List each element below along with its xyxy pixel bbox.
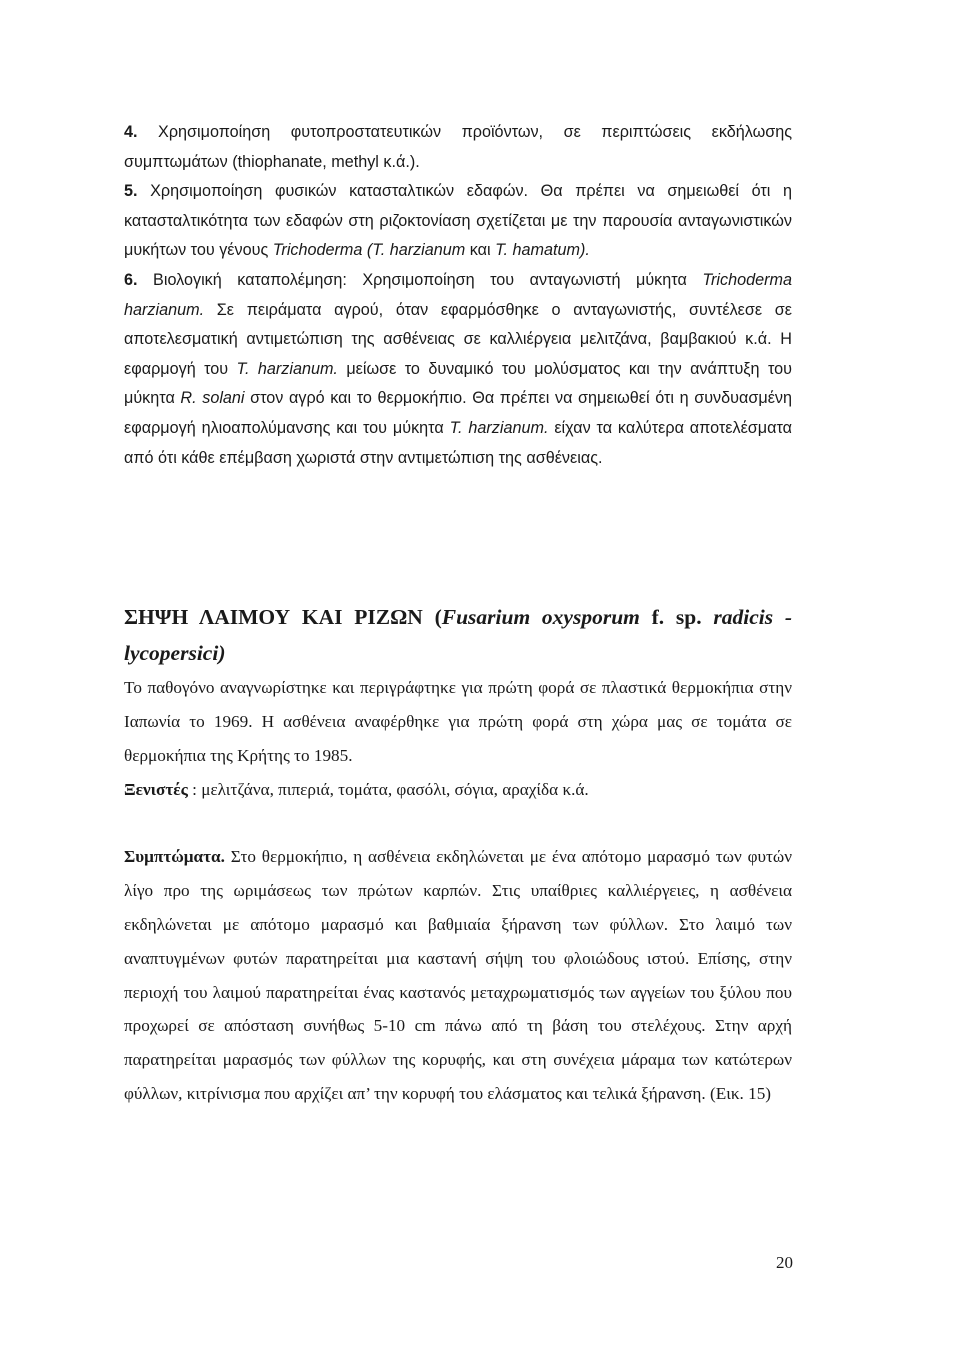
hosts-label: Ξενιστές	[124, 779, 188, 799]
list-item-4	[124, 118, 792, 177]
symptoms-label: Συμπτώματα.	[124, 847, 225, 867]
hosts-line	[124, 773, 792, 807]
species-name: T. harzianum.	[449, 418, 549, 437]
symptoms-paragraph	[124, 840, 792, 1110]
page-body	[124, 118, 792, 1111]
symptoms-text: Στο θερμοκήπιο, η ασθένεια εκδηλώνεται με ένα απότομο μαρασμό των φυτών λίγο προ της ωριμάσεως των πρώτων καρπών. Στις υπαίθριες καλλιέργειες, η ασθένεια εκδηλώνεται με απότομο μαρασμό και βαθμιαία ξήρανση των φύλλων. Στο λαιμό των αναπτυγμένων φυτών παρατηρείται μια καστανή σήψη του φλοιώδους ιστού. Επίσης, στην περιοχή του λαιμού παρατηρείται ένας καστανός μεταχρωματισμός των αγγείων του ξύλου που προχωρεί σε απόσταση συνήθως 5-10 cm πάνω από τη βάση του στελέχους. Στην αρχή παρατηρείται μαρασμός των φύλλων της κορυφής, και στη συνέχεια μάραμα των κατώτερων φύλλων, κιτρίνισμα που αρχίζει απ’ την κορυφή του ελάσματος και τελικά ξήρανση. (Εικ. 15)	[124, 847, 792, 1103]
heading-text: ΣΗΨΗ ΛΑΙΜΟΥ ΚΑΙ ΡΙΖΩΝ (	[124, 605, 442, 630]
list-item-6	[124, 266, 792, 473]
heading-species: radicis - lycopersici)	[124, 605, 793, 666]
item-text: Σε πειράματα αγρού, όταν εφαρμόσθηκε ο ανταγωνιστής, συντέλεσε σε αποτελεσματική αντιμετώπιση της ασθένειας σε καλλιέργεια μελιτζάνα, βαμβακιού κ.ά. Η εφαρμογή του	[124, 300, 792, 378]
section-heading	[124, 599, 792, 671]
item-number: 6.	[124, 270, 138, 289]
item-number: 5.	[124, 182, 138, 201]
item-text: στον αγρό και το θερμοκήπιο. Θα πρέπει να σημειωθεί ότι η συνδυασμένη εφαρμογή ηλιοαπολύμανσης και του μύκητα	[124, 389, 793, 437]
list-item-5	[124, 177, 792, 266]
heading-text: f. sp.	[639, 605, 714, 630]
species-name: Trichoderma harzianum.	[124, 270, 792, 319]
item-text: Χρησιμοποίηση φυτοπροστατευτικών προϊόντων, σε περιπτώσεις εκδήλωσης συμπτωμάτων (thiophanate, methyl κ.ά.).	[124, 123, 793, 171]
species-name: R. solani	[180, 389, 245, 408]
heading-species: Fusarium oxysporum	[441, 605, 640, 630]
item-text: Βιολογική καταπολέμηση: Χρησιμοποίηση του ανταγωνιστή μύκητα	[153, 270, 703, 289]
intro-paragraph: Το παθογόνο αναγνωρίστηκε και περιγράφτηκε για πρώτη φορά σε πλαστικά θερμοκήπια στην Ιαπωνία το 1969. Η ασθένεια αναφέρθηκε για πρώτη φορά στη χώρα μας σε τομάτα σε θερμοκήπια της Κρήτης το 1985.	[124, 678, 792, 765]
item-text: Χρησιμοποίηση φυσικών κατασταλτικών εδαφών. Θα πρέπει να σημειωθεί ότι η κατασταλτικότητα των εδαφών στη ριζοκτονίαση σχετίζεται με την παρουσία ανταγωνιστικών μυκήτων του γένους	[124, 182, 792, 260]
species-name: T. hamatum).	[495, 241, 590, 260]
item-number: 4.	[124, 123, 138, 141]
item-text: μείωσε το δυναμικό του μολύσματος και την ανάπτυξη του μύκητα	[124, 359, 792, 408]
item-text: είχαν τα καλύτερα αποτελέσματα από ότι κάθε επέμβαση χωριστά στην αντιμετώπιση της ασθένειας.	[124, 418, 792, 467]
species-name: Trichoderma (T. harzianum	[272, 241, 466, 260]
hosts-text: : μελιτζάνα, πιπεριά, τομάτα, φασόλι, σόγια, αραχίδα κ.ά.	[187, 779, 589, 799]
item-text: και	[465, 241, 496, 260]
page-number: 20	[776, 1253, 793, 1272]
species-name: T. harzianum.	[236, 359, 338, 378]
